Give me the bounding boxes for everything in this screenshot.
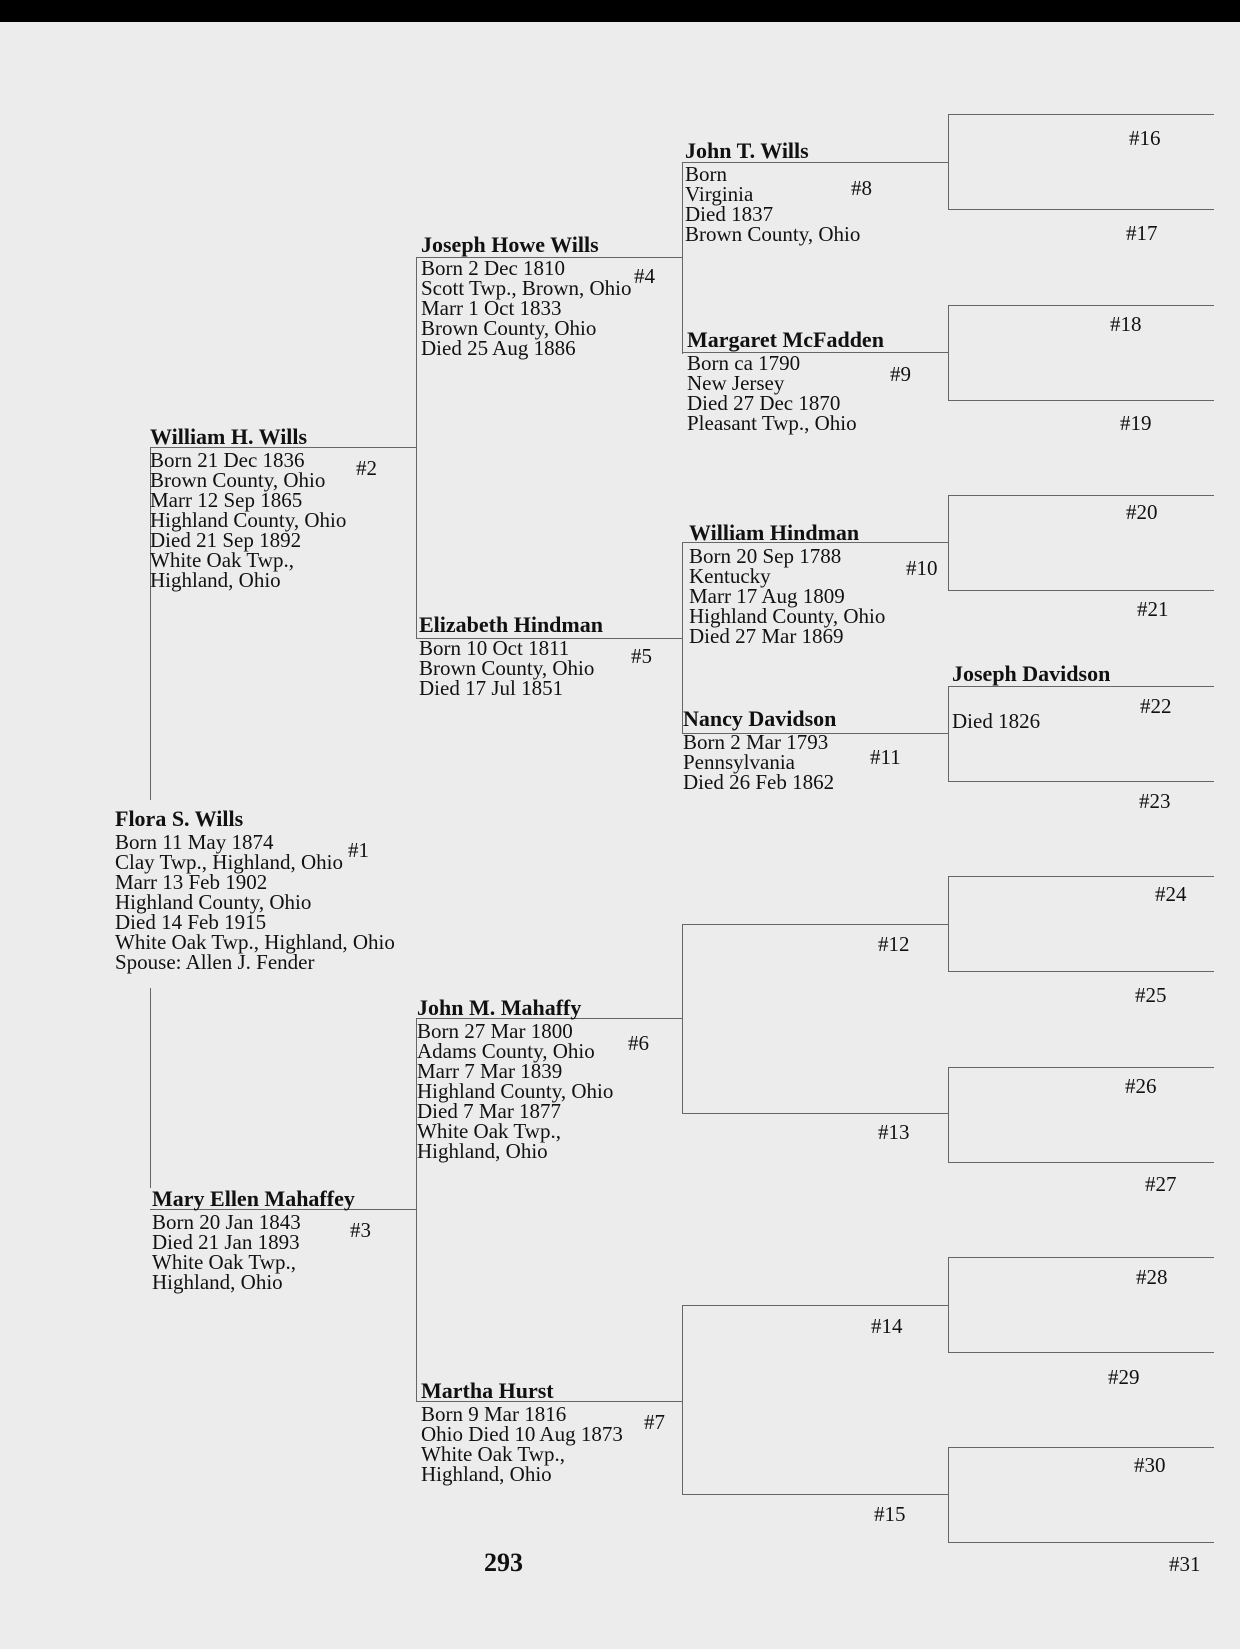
connector-line	[150, 988, 151, 1188]
person-number: #1	[348, 838, 369, 862]
connector-line	[948, 1257, 949, 1353]
person-detail: Died 14 Feb 1915	[115, 910, 267, 934]
slot-number: #23	[1139, 789, 1171, 813]
person-name: John M. Mahaffy	[417, 995, 582, 1020]
slot-number: #17	[1126, 221, 1158, 245]
person-number: #8	[851, 176, 872, 200]
connector-line	[682, 924, 948, 925]
person-detail: Highland County, Ohio	[150, 508, 347, 532]
person-name: Margaret McFadden	[687, 327, 884, 352]
person-name: John T. Wills	[685, 138, 809, 163]
person-detail: Marr 7 Mar 1839	[417, 1059, 563, 1083]
person-detail: Highland County, Ohio	[417, 1079, 614, 1103]
slot-number: #16	[1129, 126, 1161, 150]
person-detail: Pleasant Twp., Ohio	[687, 411, 857, 435]
connector-line	[948, 495, 1214, 496]
slot-number: #12	[878, 932, 910, 956]
person-name: Nancy Davidson	[683, 706, 837, 731]
person-7	[421, 1378, 623, 1484]
person-name: Joseph Howe Wills	[421, 232, 599, 257]
person-detail: Brown County, Ohio	[421, 316, 597, 340]
connector-line	[948, 400, 1214, 401]
person-detail: New Jersey	[687, 371, 785, 395]
person-detail: White Oak Twp.,	[417, 1119, 561, 1143]
person-detail: Died 27 Mar 1869	[689, 624, 844, 648]
person-detail: Scott Twp., Brown, Ohio	[421, 276, 632, 300]
person-detail: Died 17 Jul 1851	[419, 676, 564, 700]
person-detail: Virginia	[685, 182, 754, 206]
slot-number: #15	[874, 1502, 906, 1526]
connector-line	[948, 495, 949, 591]
person-detail: Born	[685, 162, 727, 186]
person-detail: Brown County, Ohio	[419, 656, 595, 680]
person-detail: Marr 17 Aug 1809	[689, 584, 845, 608]
person-9	[687, 327, 884, 433]
person-detail: Spouse: Allen J. Fender	[115, 950, 315, 974]
connector-line	[948, 114, 1214, 115]
slot-number: #26	[1125, 1074, 1157, 1098]
person-detail: Marr 1 Oct 1833	[421, 296, 562, 320]
slot-number: #19	[1120, 411, 1152, 435]
connector-line	[948, 1542, 1214, 1543]
connector-line	[682, 162, 683, 354]
person-detail: Died 21 Jan 1893	[152, 1230, 300, 1254]
person-detail: Brown County, Ohio	[685, 222, 861, 246]
slot-number: #28	[1136, 1265, 1168, 1289]
connector-line	[948, 305, 1214, 306]
person-detail: White Oak Twp.,	[150, 548, 294, 572]
connector-line	[948, 590, 1214, 591]
person-6	[417, 995, 613, 1161]
connector-line	[948, 1447, 1214, 1448]
person-name: Joseph Davidson	[952, 661, 1111, 686]
connector-line	[948, 209, 1214, 210]
person-detail: Highland, Ohio	[421, 1462, 552, 1486]
connector-line	[948, 1352, 1214, 1353]
connector-line	[948, 876, 1214, 877]
connector-line	[948, 305, 949, 401]
person-number: #22	[1140, 694, 1172, 718]
connector-line	[682, 1113, 948, 1114]
person-detail: Born 20 Sep 1788	[689, 544, 842, 568]
connector-line	[948, 781, 1214, 782]
person-detail: Marr 12 Sep 1865	[150, 488, 303, 512]
person-detail: Died 1826	[952, 709, 1041, 733]
person-detail: Clay Twp., Highland, Ohio	[115, 850, 343, 874]
person-10	[689, 520, 885, 646]
connector-line	[416, 257, 417, 639]
slot-number: #27	[1145, 1172, 1177, 1196]
person-name: William H. Wills	[150, 424, 308, 449]
person-detail: Born 2 Mar 1793	[683, 730, 829, 754]
slot-number: #14	[871, 1314, 903, 1338]
person-detail: Marr 13 Feb 1902	[115, 870, 268, 894]
person-detail: Born 20 Jan 1843	[152, 1210, 301, 1234]
person-detail: Born 27 Mar 1800	[417, 1019, 573, 1043]
person-detail: Died 27 Dec 1870	[687, 391, 841, 415]
person-detail: Born 9 Mar 1816	[421, 1402, 567, 1426]
person-name: Martha Hurst	[421, 1378, 554, 1403]
connector-line	[948, 686, 949, 782]
connector-line	[948, 114, 949, 210]
person-detail: Kentucky	[689, 564, 771, 588]
person-detail: Highland County, Ohio	[115, 890, 312, 914]
person-name: Mary Ellen Mahaffey	[152, 1186, 355, 1211]
person-detail: Highland, Ohio	[417, 1139, 548, 1163]
connector-line	[948, 971, 1214, 972]
person-4	[421, 232, 631, 358]
connector-line	[948, 876, 949, 972]
person-number: #9	[890, 362, 911, 386]
connector-line	[948, 1257, 1214, 1258]
person-detail: Highland, Ohio	[150, 568, 281, 592]
person-1	[115, 806, 395, 972]
page-number: 293	[484, 1548, 523, 1577]
slot-number: #21	[1137, 597, 1169, 621]
person-detail: Brown County, Ohio	[150, 468, 326, 492]
person-detail: Born 21 Dec 1836	[150, 448, 305, 472]
person-detail: Highland County, Ohio	[689, 604, 886, 628]
slot-number: #30	[1134, 1453, 1166, 1477]
person-detail: White Oak Twp.,	[152, 1250, 296, 1274]
person-detail: Died 1837	[685, 202, 774, 226]
person-number: #2	[356, 456, 377, 480]
person-name: Elizabeth Hindman	[419, 612, 603, 637]
person-8	[685, 138, 860, 244]
slot-number: #31	[1169, 1552, 1201, 1576]
connector-line	[948, 1162, 1214, 1163]
person-name: Flora S. Wills	[115, 806, 244, 831]
connector-line	[682, 1305, 683, 1495]
slot-number: #20	[1126, 500, 1158, 524]
person-number: #3	[350, 1218, 371, 1242]
person-name: William Hindman	[689, 520, 860, 545]
connector-line	[948, 1067, 949, 1163]
person-detail: Born 2 Dec 1810	[421, 256, 566, 280]
person-detail: Died 21 Sep 1892	[150, 528, 302, 552]
person-5	[419, 612, 603, 698]
person-11	[683, 706, 836, 792]
person-detail: Died 25 Aug 1886	[421, 336, 576, 360]
connector-line	[948, 1067, 1214, 1068]
person-detail: White Oak Twp.,	[421, 1442, 565, 1466]
slot-number: #18	[1110, 312, 1142, 336]
person-detail: Pennsylvania	[683, 750, 795, 774]
person-3	[152, 1186, 355, 1292]
person-detail: White Oak Twp., Highland, Ohio	[115, 930, 395, 954]
connector-line	[682, 924, 683, 1114]
person-number: #10	[906, 556, 938, 580]
connector-line	[948, 1447, 949, 1543]
person-22	[952, 661, 1110, 731]
person-2	[150, 424, 346, 590]
slot-number: #29	[1108, 1365, 1140, 1389]
slot-number: #25	[1135, 983, 1167, 1007]
person-number: #11	[870, 745, 901, 769]
person-detail: Died 26 Feb 1862	[683, 770, 835, 794]
person-detail: Died 7 Mar 1877	[417, 1099, 562, 1123]
person-number: #5	[631, 644, 652, 668]
person-number: #4	[634, 264, 655, 288]
person-detail: Ohio Died 10 Aug 1873	[421, 1422, 623, 1446]
person-detail: Born 11 May 1874	[115, 830, 274, 854]
person-number: #6	[628, 1031, 649, 1055]
person-detail: Born ca 1790	[687, 351, 801, 375]
person-number: #7	[644, 1410, 665, 1434]
person-detail: Born 10 Oct 1811	[419, 636, 570, 660]
slot-number: #13	[878, 1120, 910, 1144]
connector-line	[682, 1305, 948, 1306]
person-detail: Highland, Ohio	[152, 1270, 283, 1294]
connector-line	[682, 1494, 948, 1495]
person-detail: Adams County, Ohio	[417, 1039, 595, 1063]
slot-number: #24	[1155, 882, 1187, 906]
